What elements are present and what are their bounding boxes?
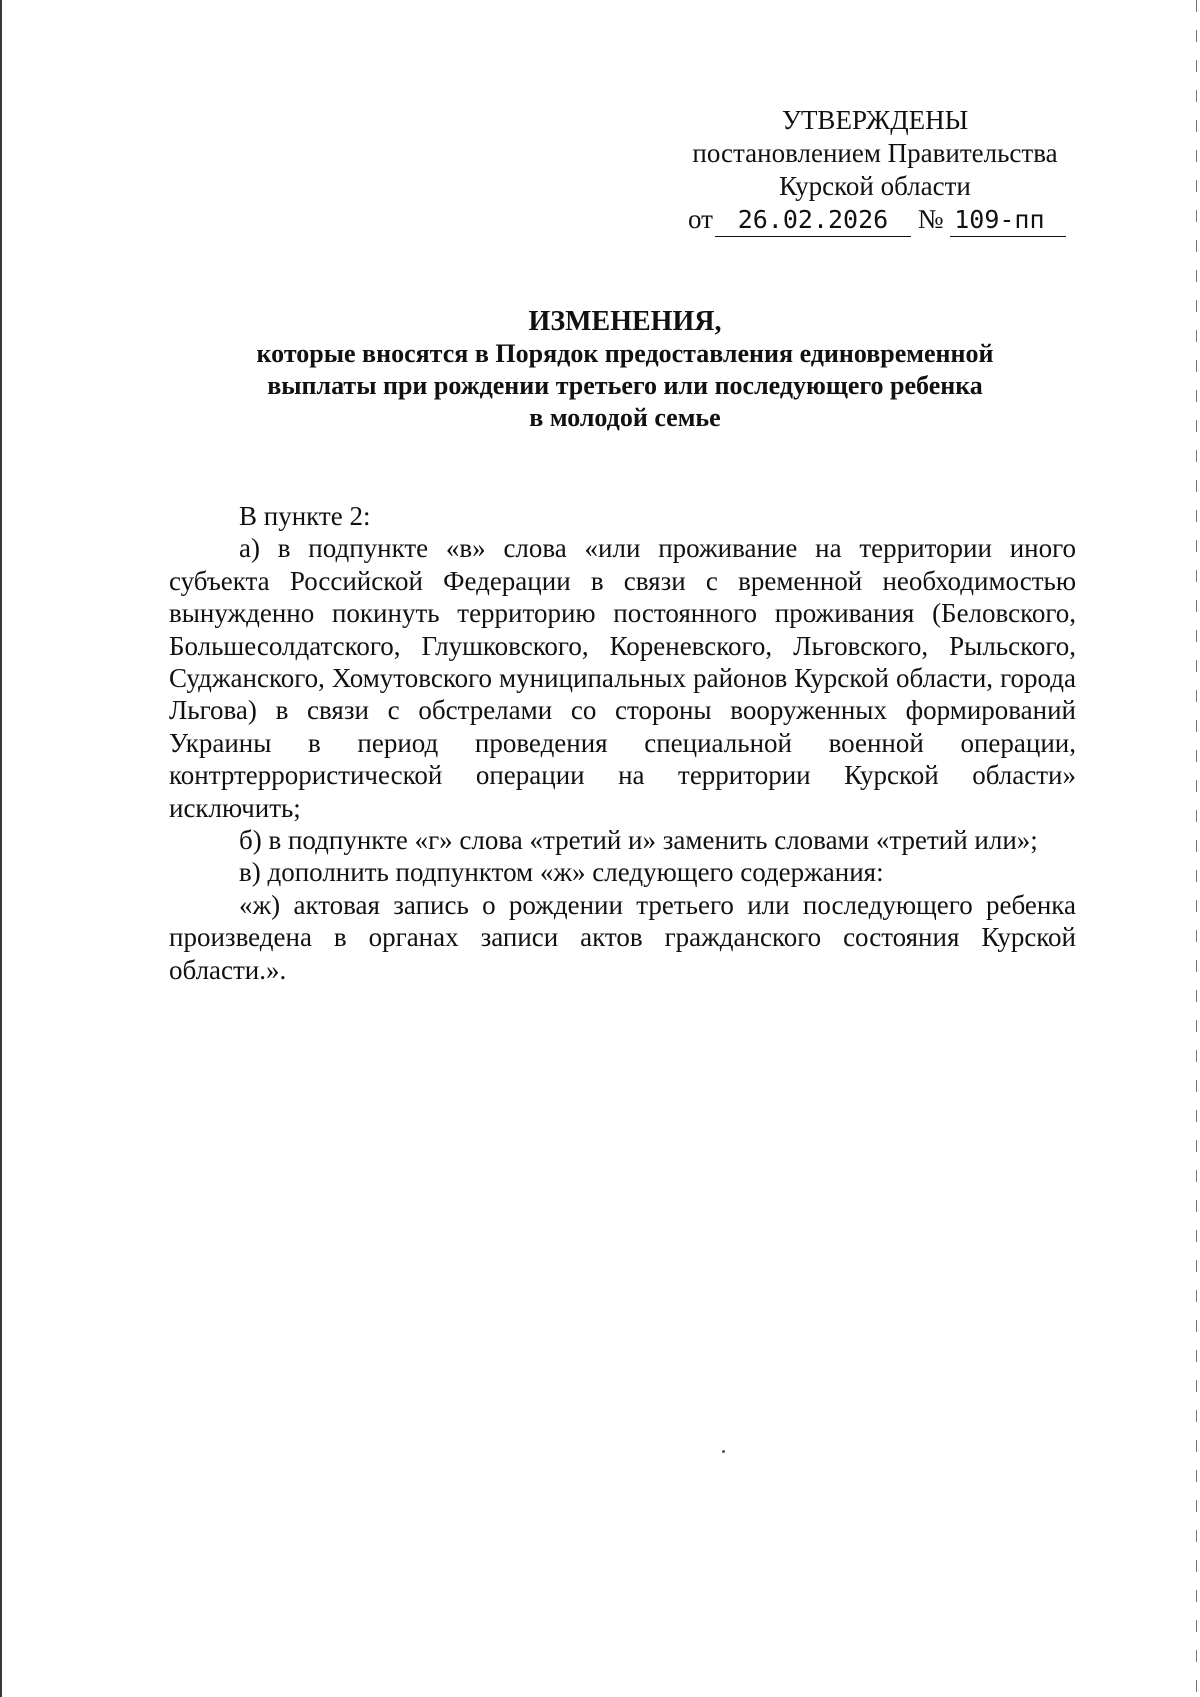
approval-authority: постановлением Правительства [692,138,1058,168]
approval-block [660,104,1090,237]
document-body [169,500,1076,986]
paragraph-b: б) в подпункте «г» слова «третий и» заменить словами «третий или»; [239,825,1038,856]
approval-date-number-line [660,203,1090,237]
title-line-2: которые вносятся в Порядок предоставления единовременной [256,339,994,368]
scan-edge-right [1196,0,1197,1697]
date-prefix: от [688,204,713,234]
approval-region: Курской области [779,171,971,201]
title-main: ИЗМЕНЕНИЯ, [528,306,722,337]
document-title [170,306,1080,434]
title-line-4: в молодой семье [529,403,721,432]
title-line-3: выплаты при рождении третьего или последующего ребенка [267,371,983,400]
approval-heading: УТВЕРЖДЕНЫ [781,105,969,135]
paragraph-v: в) дополнить подпунктом «ж» следующего содержания: [239,857,884,888]
paragraph-zh: «ж) актовая запись о рождении третьего или последующего ребенка произведена в органах записи актов гражданского состояния Курской области.». [169,889,1076,985]
scan-edge-left [0,0,2,1697]
paragraph-intro: В пункте 2: [239,501,371,531]
scan-speck [722,1450,725,1453]
number-prefix: № [917,204,944,234]
paragraph-a: а) в подпункте «в» слова «или проживание на территории иного субъекта Российской Федерации в связи с временной необходимостью вынужденно покинуть территорию постоянного проживания (Беловского, Большесолдатского, Глушковского, Кореневского, Льговского, Рыльского, Суджанского, Хомутовского муниципальных районов Курской области, города Льгова) в связи с обстрелами со стороны вооруженных формирований Украины в период проведения специальной военной операции, контртеррористической операции на территории Курской области» исключить; [169,533,1076,823]
approval-number: 109-пп [950,203,1066,237]
approval-date: 26.02.2026 [715,203,911,237]
